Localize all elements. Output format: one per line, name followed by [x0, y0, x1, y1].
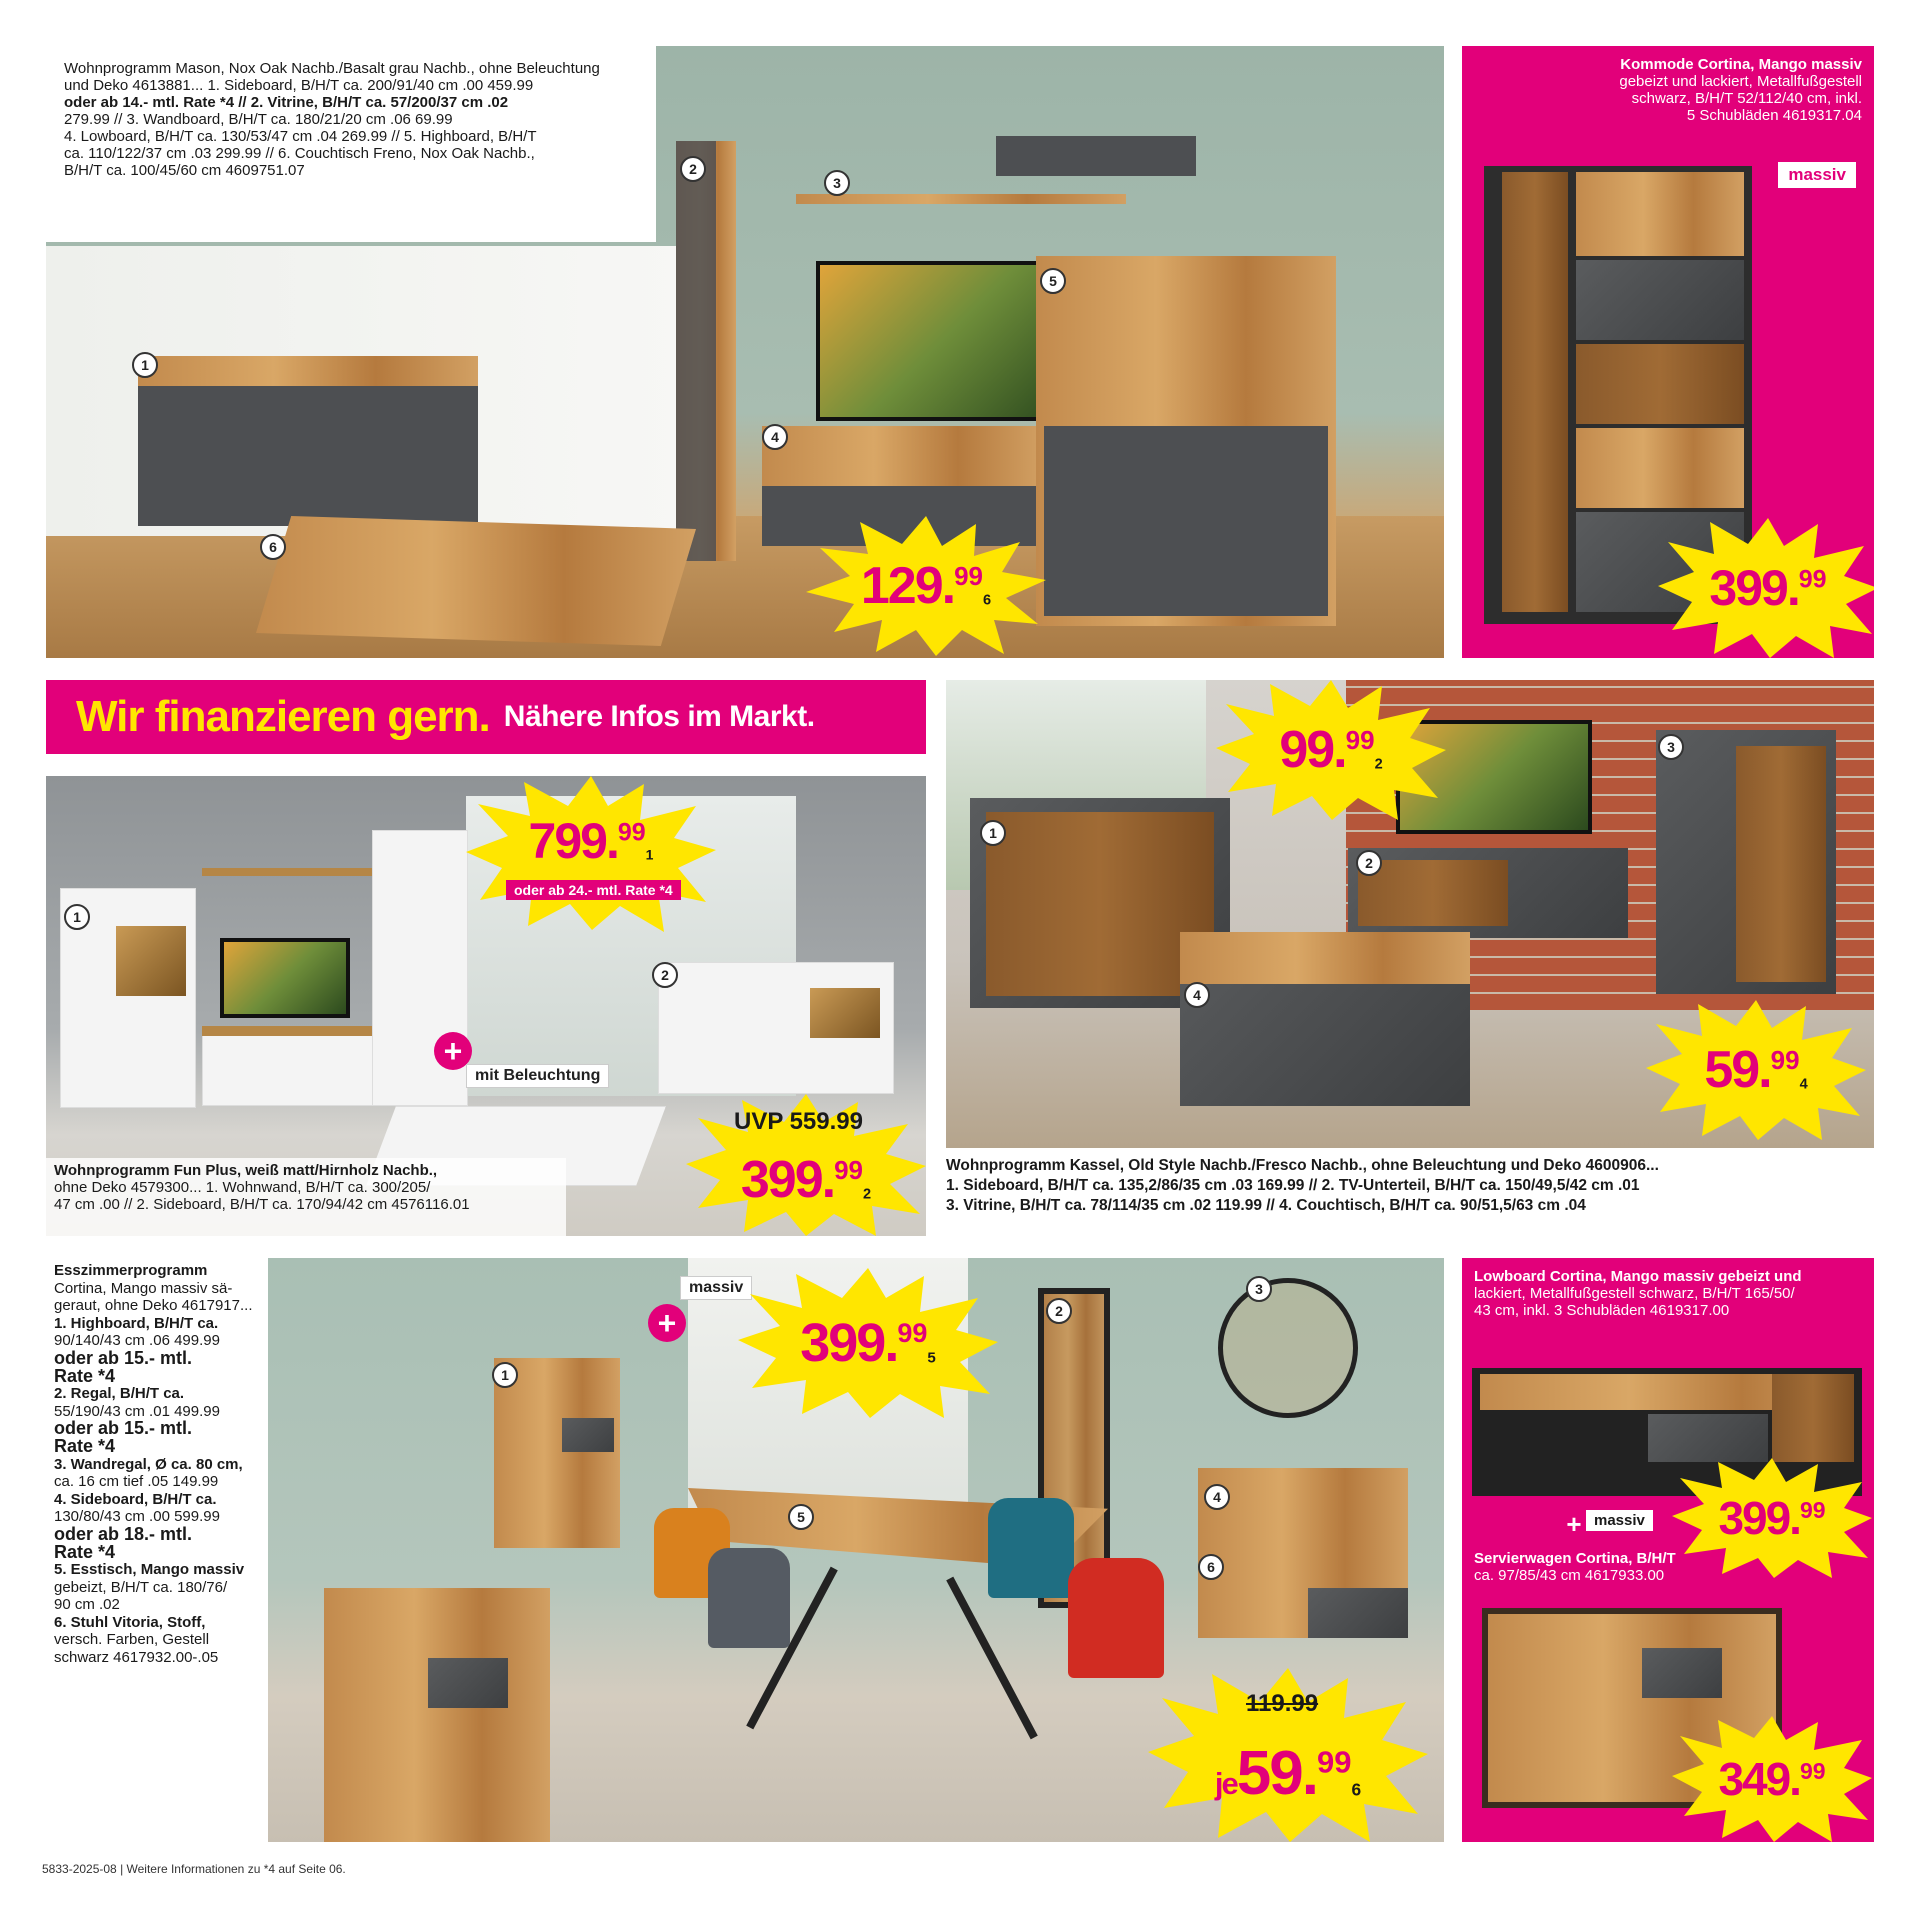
kassel-description: Wohnprogramm Kassel, Old Style Nachb./Fresco Nachb., ohne Beleuchtung und Deko 4600906... 1. Sideboard, B/H/T ca. 135,2/86/35 cm .03 169.99 // 2. TV-Unterteil, B/H/T ca. 150/49,5/42 cm .01 3. Vitrine, B/H/T ca. 78/114/35 cm .02 119.99 // 4. Couchtisch, B/H/T ca. 90/51,5/63 cm .04 [946, 1157, 1659, 1214]
plus-icon: + [648, 1304, 686, 1342]
stuhl-grau [708, 1548, 790, 1648]
item-number: 4 [1204, 1484, 1230, 1510]
item-number: 1 [980, 820, 1006, 846]
servierwagen-description: Servierwagen Cortina, B/H/T ca. 97/85/43 cm 4617933.00 [1474, 1550, 1676, 1584]
wandregal-cortina [1218, 1278, 1358, 1418]
item-number: 2 [1046, 1298, 1072, 1324]
item-number: 2 [680, 156, 706, 182]
item-number: 1 [64, 904, 90, 930]
price-kassel-2: $59.99_4$ [1704, 1041, 1808, 1099]
panel-kommode [1462, 46, 1874, 658]
price-servierwagen: 349.99 [1718, 1753, 1826, 1805]
item-number: 3 [1246, 1276, 1272, 1302]
item-number: 3 [824, 170, 850, 196]
massiv-tag: massiv [1586, 1510, 1653, 1531]
price-mason: $129.99_6$ [860, 557, 992, 615]
panel-kassel [946, 680, 1874, 1148]
item-number: 6 [260, 534, 286, 560]
tv-screen [220, 938, 350, 1018]
cortina-dining-description: Esszimmerprogramm Cortina, Mango massiv sä- geraut, ohne Deko 4617917... 1. Highboard, B/H/T ca. 90/140/43 cm .06 499.99 oder ab 15.- mtl. Rate *4 2. Regal, B/H/T ca. 55/190/43 cm .01 499.99 oder ab 15.- mtl. Rate *4 3. Wandregal, Ø ca. 80 cm, ca. 16 cm tief .05 149.99 4. Sideboard, B/H/T ca. 130/80/43 cm .00 599.99 oder ab 18.- mtl. Rate *4 5. Esstisch, Mango massiv gebeizt, B/H/T ca. 180/76/ 90 cm .02 6. Stuhl Vitoria, Stoff, versch. Farben, Gestell schwarz 4617932.00-.05 [54, 1262, 253, 1667]
drawer [1576, 172, 1744, 256]
item-number: 2 [652, 962, 678, 988]
banner-headline: Wir finanzieren gern. [76, 692, 490, 741]
wandboard-mason [796, 194, 1126, 204]
stuhl-blau [988, 1498, 1074, 1598]
panel-lowboard [1462, 1258, 1874, 1842]
price-burst [806, 516, 1046, 656]
item-number: 4 [762, 424, 788, 450]
rate-text: oder ab 24.- mtl. Rate *4 [506, 880, 681, 900]
banner-subline: Nähere Infos im Markt. [503, 700, 815, 733]
tv-screen [816, 261, 1066, 421]
price-kassel: $99.99_2$ [1279, 721, 1383, 779]
couchtisch-mason [256, 516, 696, 646]
stuhl-rot [1068, 1558, 1164, 1678]
price-funplus-2: $399.99_2$ [740, 1151, 872, 1209]
price-burst [738, 1268, 998, 1418]
mason-description: Wohnprogramm Mason, Nox Oak Nachb./Basalt grau Nachb., ohne Beleuchtung und Deko 4613881... 1. Sideboard, B/H/T ca. 200/91/40 cm .00 459.99 oder ab 14.- mtl. Rate *4 // 2. Vitrine, B/H/T ca. 57/200/37 cm .02 279.99 // 3. Wandboard, B/H/T ca. 180/21/20 cm .06 69.99 4. Lowboard, B/H/T ca. 130/53/47 cm .04 269.99 // 5. Highboard, B/H/T ca. 110/122/37 cm .03 299.99 // 6. Couchtisch Freno, Nox Oak Nachb., B/H/T ca. 100/45/60 cm 4609751.07 [64, 60, 600, 179]
item-number: 5 [1040, 268, 1066, 294]
item-number: 6 [1198, 1554, 1224, 1580]
drawer [1576, 344, 1744, 424]
lowboard-description: Lowboard Cortina, Mango massiv gebeizt und lackiert, Metallfußgestell schwarz, B/H/T 165/50/ 43 cm, inkl. 3 Schubläden 4619317.00 [1474, 1268, 1802, 1319]
price-burst [1672, 1716, 1872, 1842]
sideboard-mason [138, 356, 478, 386]
plus-icon: + [1558, 1508, 1590, 1540]
funplus-description: Wohnprogramm Fun Plus, weiß matt/Hirnholz Nachb., ohne Deko 4579300... 1. Wohnwand, B/H/T ca. 300/205/ 47 cm .00 // 2. Sideboard, B/H/T ca. 170/94/42 cm 4576116.01 [54, 1162, 470, 1213]
kommode-description: Kommode Cortina, Mango massiv gebeizt und lackiert, Metallfußgestell schwarz, B/H/T 52/112/40 cm, inkl. 5 Schubläden 4619317.04 [1619, 56, 1862, 124]
feature-tag: massiv [680, 1276, 752, 1300]
drawer [1576, 428, 1744, 508]
item-number: 5 [788, 1504, 814, 1530]
price-burst [686, 1094, 926, 1236]
uvp-text: UVP 559.99 [734, 1108, 863, 1135]
massiv-tag: massiv [1778, 162, 1856, 188]
item-number: 1 [492, 1362, 518, 1388]
price-burst [1216, 680, 1446, 820]
servierwagen-front [324, 1588, 550, 1842]
old-price: 119.99 [1246, 1690, 1319, 1717]
price-kommode: 399.99 [1709, 560, 1827, 616]
panel-cortina-dining [268, 1258, 1444, 1842]
footer-text: 5833-2025-08 | Weitere Informationen zu *4 auf Seite 06. [42, 1862, 346, 1876]
item-number: 1 [132, 352, 158, 378]
feature-tag: mit Beleuchtung [466, 1064, 609, 1088]
highboard-cortina [494, 1358, 620, 1548]
price-burst [1658, 518, 1874, 658]
panel-funplus [46, 776, 926, 1236]
item-number: 4 [1184, 982, 1210, 1008]
plus-icon: + [434, 1032, 472, 1070]
price-funplus: $799.99_1$ [528, 813, 654, 869]
price-burst [1646, 1000, 1866, 1140]
drawer [1576, 260, 1744, 340]
lowboard-mason [762, 426, 1042, 486]
price-dining: $399.99_5$ [800, 1313, 936, 1373]
panel-mason [46, 46, 1444, 658]
price-lowboard: 399.99 [1718, 1492, 1826, 1544]
price-burst [466, 776, 716, 932]
price-dining-2: $je59.99_6$ [1214, 1738, 1362, 1808]
wohnwand-lowboard [202, 1026, 392, 1106]
price-burst [1148, 1668, 1428, 1842]
item-number: 2 [1356, 850, 1382, 876]
item-number: 3 [1658, 734, 1684, 760]
finance-banner [46, 680, 926, 754]
